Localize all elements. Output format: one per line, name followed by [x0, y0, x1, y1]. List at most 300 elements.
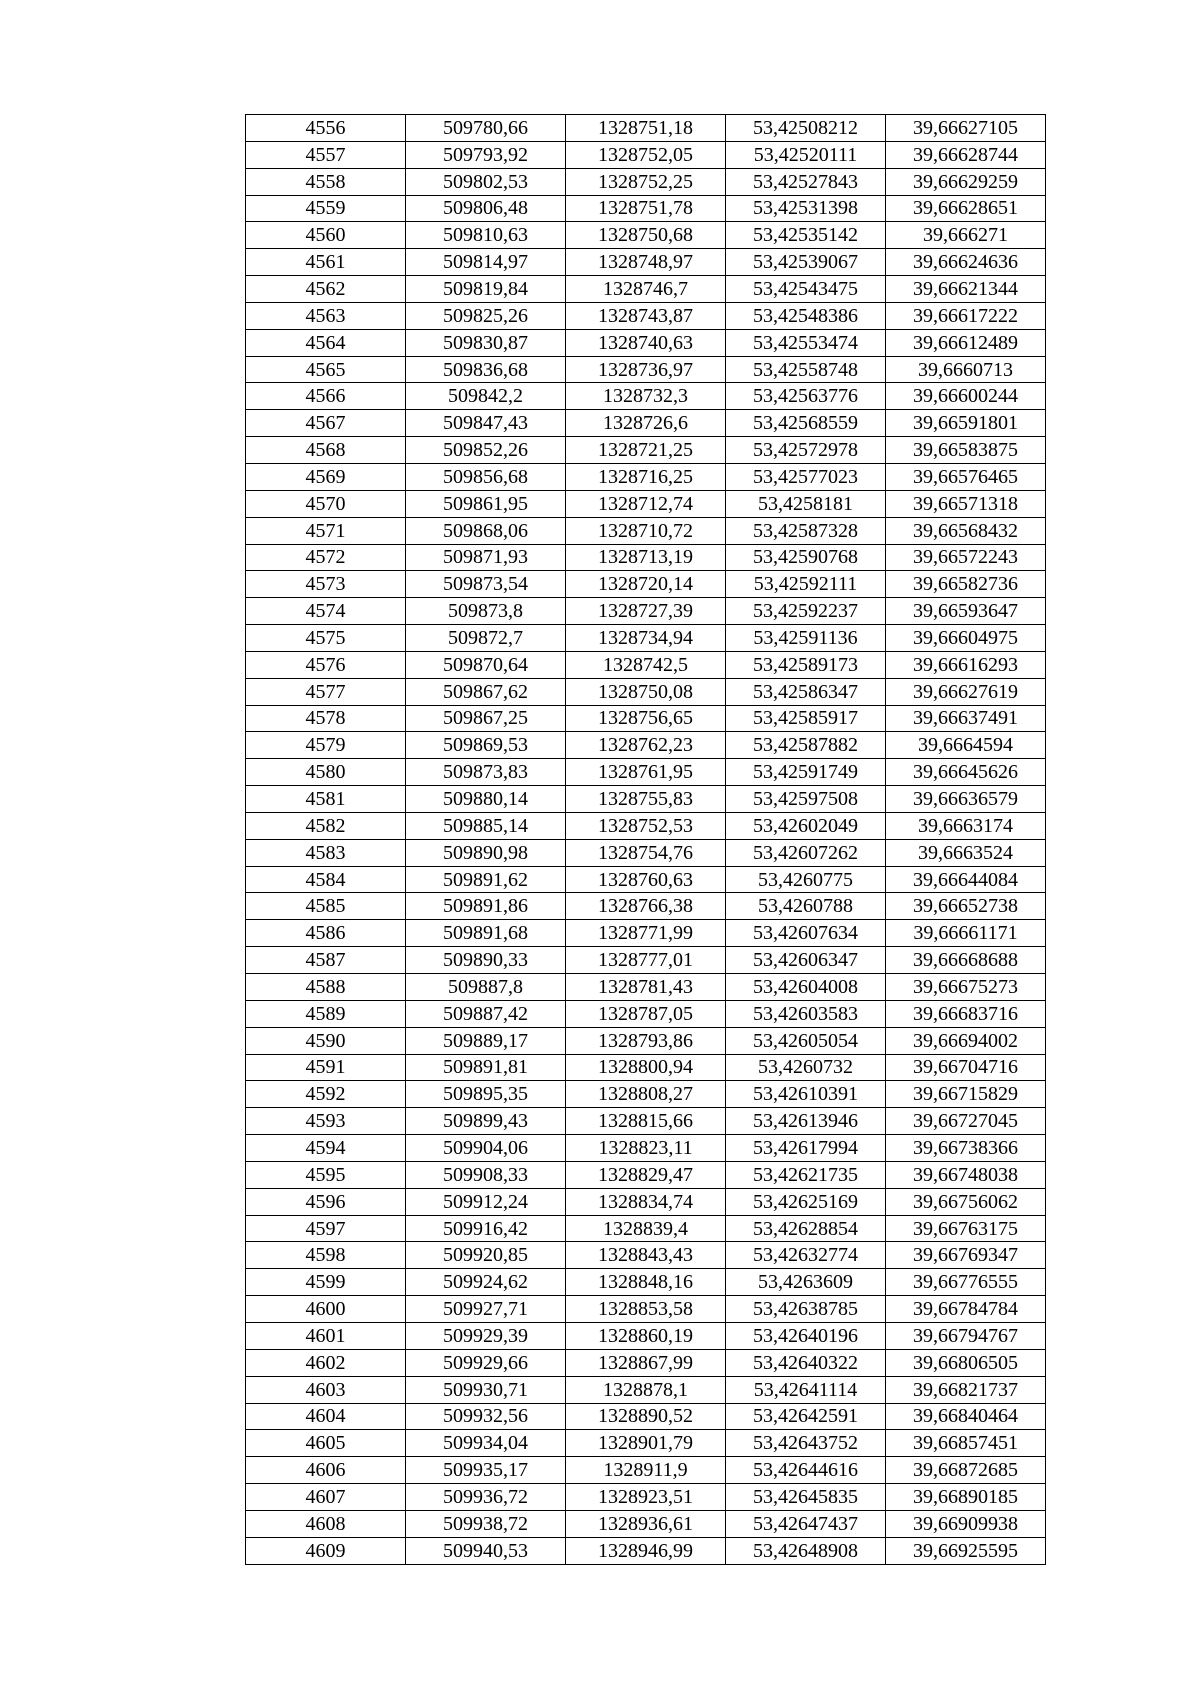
point-number-cell: 4599 [246, 1269, 406, 1296]
latitude-cell: 53,42610391 [726, 1081, 886, 1108]
longitude-cell: 39,66621344 [886, 276, 1046, 303]
table-row [246, 222, 1046, 249]
latitude-cell: 53,42592237 [726, 598, 886, 625]
table-row [246, 1537, 1046, 1564]
longitude-cell: 39,66890185 [886, 1484, 1046, 1511]
longitude-cell: 39,66628744 [886, 141, 1046, 168]
x-coordinate-cell: 509891,62 [406, 866, 566, 893]
y-coordinate-cell: 1328756,65 [566, 705, 726, 732]
longitude-cell: 39,66872685 [886, 1457, 1046, 1484]
x-coordinate-cell: 509830,87 [406, 329, 566, 356]
point-number-cell: 4569 [246, 463, 406, 490]
x-coordinate-cell: 509780,66 [406, 115, 566, 142]
table-row [246, 866, 1046, 893]
latitude-cell: 53,42589173 [726, 651, 886, 678]
y-coordinate-cell: 1328712,74 [566, 490, 726, 517]
point-number-cell: 4591 [246, 1054, 406, 1081]
longitude-cell: 39,66704716 [886, 1054, 1046, 1081]
latitude-cell: 53,42625169 [726, 1188, 886, 1215]
longitude-cell: 39,66715829 [886, 1081, 1046, 1108]
point-number-cell: 4576 [246, 651, 406, 678]
y-coordinate-cell: 1328760,63 [566, 866, 726, 893]
longitude-cell: 39,66821737 [886, 1376, 1046, 1403]
y-coordinate-cell: 1328839,4 [566, 1215, 726, 1242]
y-coordinate-cell: 1328721,25 [566, 437, 726, 464]
latitude-cell: 53,42602049 [726, 812, 886, 839]
x-coordinate-cell: 509802,53 [406, 168, 566, 195]
point-number-cell: 4580 [246, 759, 406, 786]
x-coordinate-cell: 509873,8 [406, 598, 566, 625]
latitude-cell: 53,42632774 [726, 1242, 886, 1269]
latitude-cell: 53,42527843 [726, 168, 886, 195]
longitude-cell: 39,66857451 [886, 1430, 1046, 1457]
x-coordinate-cell: 509868,06 [406, 517, 566, 544]
latitude-cell: 53,42604008 [726, 974, 886, 1001]
x-coordinate-cell: 509852,26 [406, 437, 566, 464]
point-number-cell: 4575 [246, 625, 406, 652]
latitude-cell: 53,42558748 [726, 356, 886, 383]
y-coordinate-cell: 1328777,01 [566, 947, 726, 974]
latitude-cell: 53,42568559 [726, 410, 886, 437]
latitude-cell: 53,42586347 [726, 678, 886, 705]
longitude-cell: 39,66572243 [886, 544, 1046, 571]
table-row [246, 1322, 1046, 1349]
latitude-cell: 53,42643752 [726, 1430, 886, 1457]
point-number-cell: 4579 [246, 732, 406, 759]
point-number-cell: 4572 [246, 544, 406, 571]
table-row [246, 1242, 1046, 1269]
latitude-cell: 53,42640196 [726, 1322, 886, 1349]
x-coordinate-cell: 509871,93 [406, 544, 566, 571]
latitude-cell: 53,42606347 [726, 947, 886, 974]
longitude-cell: 39,66576465 [886, 463, 1046, 490]
y-coordinate-cell: 1328923,51 [566, 1484, 726, 1511]
x-coordinate-cell: 509873,83 [406, 759, 566, 786]
y-coordinate-cell: 1328751,78 [566, 195, 726, 222]
table-row [246, 1296, 1046, 1323]
point-number-cell: 4607 [246, 1484, 406, 1511]
longitude-cell: 39,66675273 [886, 974, 1046, 1001]
x-coordinate-cell: 509895,35 [406, 1081, 566, 1108]
longitude-cell: 39,6664594 [886, 732, 1046, 759]
table-row [246, 812, 1046, 839]
point-number-cell: 4561 [246, 249, 406, 276]
table-row [246, 1215, 1046, 1242]
longitude-cell: 39,66909938 [886, 1510, 1046, 1537]
x-coordinate-cell: 509936,72 [406, 1484, 566, 1511]
point-number-cell: 4590 [246, 1027, 406, 1054]
longitude-cell: 39,66645626 [886, 759, 1046, 786]
point-number-cell: 4556 [246, 115, 406, 142]
latitude-cell: 53,42535142 [726, 222, 886, 249]
point-number-cell: 4570 [246, 490, 406, 517]
table-row [246, 974, 1046, 1001]
latitude-cell: 53,42640322 [726, 1349, 886, 1376]
table-row [246, 329, 1046, 356]
table-row [246, 678, 1046, 705]
point-number-cell: 4574 [246, 598, 406, 625]
y-coordinate-cell: 1328829,47 [566, 1161, 726, 1188]
x-coordinate-cell: 509836,68 [406, 356, 566, 383]
longitude-cell: 39,66616293 [886, 651, 1046, 678]
longitude-cell: 39,66694002 [886, 1027, 1046, 1054]
y-coordinate-cell: 1328743,87 [566, 302, 726, 329]
x-coordinate-cell: 509890,33 [406, 947, 566, 974]
x-coordinate-cell: 509819,84 [406, 276, 566, 303]
table-row [246, 544, 1046, 571]
latitude-cell: 53,42642591 [726, 1403, 886, 1430]
x-coordinate-cell: 509916,42 [406, 1215, 566, 1242]
latitude-cell: 53,42587882 [726, 732, 886, 759]
point-number-cell: 4560 [246, 222, 406, 249]
table-row [246, 437, 1046, 464]
longitude-cell: 39,66806505 [886, 1349, 1046, 1376]
point-number-cell: 4609 [246, 1537, 406, 1564]
y-coordinate-cell: 1328740,63 [566, 329, 726, 356]
point-number-cell: 4586 [246, 920, 406, 947]
x-coordinate-cell: 509920,85 [406, 1242, 566, 1269]
table-row [246, 1484, 1046, 1511]
table-row [246, 490, 1046, 517]
x-coordinate-cell: 509890,98 [406, 839, 566, 866]
y-coordinate-cell: 1328752,53 [566, 812, 726, 839]
y-coordinate-cell: 1328860,19 [566, 1322, 726, 1349]
x-coordinate-cell: 509885,14 [406, 812, 566, 839]
y-coordinate-cell: 1328754,76 [566, 839, 726, 866]
table-row [246, 839, 1046, 866]
table-row [246, 517, 1046, 544]
latitude-cell: 53,42613946 [726, 1108, 886, 1135]
x-coordinate-cell: 509867,62 [406, 678, 566, 705]
x-coordinate-cell: 509793,92 [406, 141, 566, 168]
y-coordinate-cell: 1328713,19 [566, 544, 726, 571]
table-row [246, 168, 1046, 195]
table-row [246, 920, 1046, 947]
longitude-cell: 39,66629259 [886, 168, 1046, 195]
coordinates-table [245, 114, 1046, 1565]
y-coordinate-cell: 1328946,99 [566, 1537, 726, 1564]
longitude-cell: 39,66763175 [886, 1215, 1046, 1242]
latitude-cell: 53,42572978 [726, 437, 886, 464]
latitude-cell: 53,42591749 [726, 759, 886, 786]
point-number-cell: 4559 [246, 195, 406, 222]
longitude-cell: 39,66769347 [886, 1242, 1046, 1269]
latitude-cell: 53,4260788 [726, 893, 886, 920]
table-row [246, 115, 1046, 142]
y-coordinate-cell: 1328787,05 [566, 1000, 726, 1027]
latitude-cell: 53,42543475 [726, 276, 886, 303]
x-coordinate-cell: 509873,54 [406, 571, 566, 598]
y-coordinate-cell: 1328752,05 [566, 141, 726, 168]
x-coordinate-cell: 509929,39 [406, 1322, 566, 1349]
table-row [246, 249, 1046, 276]
table-row [246, 651, 1046, 678]
point-number-cell: 4604 [246, 1403, 406, 1430]
y-coordinate-cell: 1328843,43 [566, 1242, 726, 1269]
longitude-cell: 39,66593647 [886, 598, 1046, 625]
x-coordinate-cell: 509904,06 [406, 1135, 566, 1162]
x-coordinate-cell: 509891,68 [406, 920, 566, 947]
y-coordinate-cell: 1328793,86 [566, 1027, 726, 1054]
x-coordinate-cell: 509934,04 [406, 1430, 566, 1457]
x-coordinate-cell: 509872,7 [406, 625, 566, 652]
longitude-cell: 39,66661171 [886, 920, 1046, 947]
table-row [246, 1108, 1046, 1135]
point-number-cell: 4595 [246, 1161, 406, 1188]
y-coordinate-cell: 1328781,43 [566, 974, 726, 1001]
longitude-cell: 39,66776555 [886, 1269, 1046, 1296]
longitude-cell: 39,66668688 [886, 947, 1046, 974]
latitude-cell: 53,4260732 [726, 1054, 886, 1081]
y-coordinate-cell: 1328726,6 [566, 410, 726, 437]
y-coordinate-cell: 1328766,38 [566, 893, 726, 920]
point-number-cell: 4603 [246, 1376, 406, 1403]
table-row [246, 141, 1046, 168]
y-coordinate-cell: 1328727,39 [566, 598, 726, 625]
y-coordinate-cell: 1328750,68 [566, 222, 726, 249]
x-coordinate-cell: 509891,81 [406, 1054, 566, 1081]
longitude-cell: 39,66583875 [886, 437, 1046, 464]
point-number-cell: 4608 [246, 1510, 406, 1537]
x-coordinate-cell: 509842,2 [406, 383, 566, 410]
x-coordinate-cell: 509940,53 [406, 1537, 566, 1564]
longitude-cell: 39,66591801 [886, 410, 1046, 437]
point-number-cell: 4578 [246, 705, 406, 732]
latitude-cell: 53,42590768 [726, 544, 886, 571]
point-number-cell: 4598 [246, 1242, 406, 1269]
point-number-cell: 4557 [246, 141, 406, 168]
y-coordinate-cell: 1328716,25 [566, 463, 726, 490]
latitude-cell: 53,42548386 [726, 302, 886, 329]
table-row [246, 1054, 1046, 1081]
point-number-cell: 4587 [246, 947, 406, 974]
table-row [246, 1135, 1046, 1162]
latitude-cell: 53,42591136 [726, 625, 886, 652]
point-number-cell: 4605 [246, 1430, 406, 1457]
latitude-cell: 53,42539067 [726, 249, 886, 276]
longitude-cell: 39,66748038 [886, 1161, 1046, 1188]
y-coordinate-cell: 1328732,3 [566, 383, 726, 410]
table-row [246, 598, 1046, 625]
y-coordinate-cell: 1328755,83 [566, 786, 726, 813]
point-number-cell: 4563 [246, 302, 406, 329]
x-coordinate-cell: 509806,48 [406, 195, 566, 222]
coordinates-table-body [246, 115, 1046, 1565]
longitude-cell: 39,6663524 [886, 839, 1046, 866]
point-number-cell: 4583 [246, 839, 406, 866]
point-number-cell: 4594 [246, 1135, 406, 1162]
table-row [246, 732, 1046, 759]
y-coordinate-cell: 1328734,94 [566, 625, 726, 652]
x-coordinate-cell: 509932,56 [406, 1403, 566, 1430]
latitude-cell: 53,42641114 [726, 1376, 886, 1403]
x-coordinate-cell: 509814,97 [406, 249, 566, 276]
longitude-cell: 39,66624636 [886, 249, 1046, 276]
point-number-cell: 4588 [246, 974, 406, 1001]
latitude-cell: 53,42644616 [726, 1457, 886, 1484]
longitude-cell: 39,66644084 [886, 866, 1046, 893]
point-number-cell: 4577 [246, 678, 406, 705]
longitude-cell: 39,66568432 [886, 517, 1046, 544]
longitude-cell: 39,66784784 [886, 1296, 1046, 1323]
x-coordinate-cell: 509880,14 [406, 786, 566, 813]
y-coordinate-cell: 1328761,95 [566, 759, 726, 786]
x-coordinate-cell: 509887,42 [406, 1000, 566, 1027]
longitude-cell: 39,66637491 [886, 705, 1046, 732]
point-number-cell: 4589 [246, 1000, 406, 1027]
point-number-cell: 4600 [246, 1296, 406, 1323]
point-number-cell: 4558 [246, 168, 406, 195]
point-number-cell: 4566 [246, 383, 406, 410]
y-coordinate-cell: 1328867,99 [566, 1349, 726, 1376]
longitude-cell: 39,66683716 [886, 1000, 1046, 1027]
table-row [246, 383, 1046, 410]
y-coordinate-cell: 1328750,08 [566, 678, 726, 705]
point-number-cell: 4602 [246, 1349, 406, 1376]
x-coordinate-cell: 509930,71 [406, 1376, 566, 1403]
x-coordinate-cell: 509825,26 [406, 302, 566, 329]
table-row [246, 1403, 1046, 1430]
latitude-cell: 53,42520111 [726, 141, 886, 168]
latitude-cell: 53,42577023 [726, 463, 886, 490]
latitude-cell: 53,42628854 [726, 1215, 886, 1242]
y-coordinate-cell: 1328901,79 [566, 1430, 726, 1457]
latitude-cell: 53,42607634 [726, 920, 886, 947]
table-row [246, 1457, 1046, 1484]
longitude-cell: 39,66627105 [886, 115, 1046, 142]
x-coordinate-cell: 509929,66 [406, 1349, 566, 1376]
table-row [246, 786, 1046, 813]
latitude-cell: 53,42603583 [726, 1000, 886, 1027]
point-number-cell: 4584 [246, 866, 406, 893]
y-coordinate-cell: 1328748,97 [566, 249, 726, 276]
table-row [246, 195, 1046, 222]
longitude-cell: 39,66925595 [886, 1537, 1046, 1564]
table-row [246, 1027, 1046, 1054]
longitude-cell: 39,66794767 [886, 1322, 1046, 1349]
y-coordinate-cell: 1328771,99 [566, 920, 726, 947]
longitude-cell: 39,66604975 [886, 625, 1046, 652]
y-coordinate-cell: 1328751,18 [566, 115, 726, 142]
table-row [246, 1269, 1046, 1296]
table-row [246, 1000, 1046, 1027]
y-coordinate-cell: 1328853,58 [566, 1296, 726, 1323]
y-coordinate-cell: 1328815,66 [566, 1108, 726, 1135]
table-row [246, 705, 1046, 732]
longitude-cell: 39,66612489 [886, 329, 1046, 356]
latitude-cell: 53,4260775 [726, 866, 886, 893]
y-coordinate-cell: 1328800,94 [566, 1054, 726, 1081]
x-coordinate-cell: 509887,8 [406, 974, 566, 1001]
longitude-cell: 39,66627619 [886, 678, 1046, 705]
latitude-cell: 53,42647437 [726, 1510, 886, 1537]
y-coordinate-cell: 1328911,9 [566, 1457, 726, 1484]
x-coordinate-cell: 509935,17 [406, 1457, 566, 1484]
x-coordinate-cell: 509938,72 [406, 1510, 566, 1537]
y-coordinate-cell: 1328752,25 [566, 168, 726, 195]
x-coordinate-cell: 509927,71 [406, 1296, 566, 1323]
x-coordinate-cell: 509924,62 [406, 1269, 566, 1296]
y-coordinate-cell: 1328742,5 [566, 651, 726, 678]
point-number-cell: 4571 [246, 517, 406, 544]
x-coordinate-cell: 509861,95 [406, 490, 566, 517]
latitude-cell: 53,42607262 [726, 839, 886, 866]
point-number-cell: 4573 [246, 571, 406, 598]
y-coordinate-cell: 1328746,7 [566, 276, 726, 303]
table-row [246, 1188, 1046, 1215]
x-coordinate-cell: 509899,43 [406, 1108, 566, 1135]
y-coordinate-cell: 1328936,61 [566, 1510, 726, 1537]
x-coordinate-cell: 509847,43 [406, 410, 566, 437]
longitude-cell: 39,66727045 [886, 1108, 1046, 1135]
point-number-cell: 4601 [246, 1322, 406, 1349]
table-row [246, 1510, 1046, 1537]
longitude-cell: 39,66582736 [886, 571, 1046, 598]
longitude-cell: 39,66756062 [886, 1188, 1046, 1215]
latitude-cell: 53,42531398 [726, 195, 886, 222]
latitude-cell: 53,4258181 [726, 490, 886, 517]
point-number-cell: 4606 [246, 1457, 406, 1484]
point-number-cell: 4592 [246, 1081, 406, 1108]
latitude-cell: 53,42553474 [726, 329, 886, 356]
longitude-cell: 39,66571318 [886, 490, 1046, 517]
table-row [246, 759, 1046, 786]
point-number-cell: 4568 [246, 437, 406, 464]
longitude-cell: 39,66652738 [886, 893, 1046, 920]
point-number-cell: 4562 [246, 276, 406, 303]
y-coordinate-cell: 1328808,27 [566, 1081, 726, 1108]
longitude-cell: 39,6660713 [886, 356, 1046, 383]
y-coordinate-cell: 1328720,14 [566, 571, 726, 598]
y-coordinate-cell: 1328823,11 [566, 1135, 726, 1162]
longitude-cell: 39,66617222 [886, 302, 1046, 329]
x-coordinate-cell: 509810,63 [406, 222, 566, 249]
table-row [246, 1430, 1046, 1457]
latitude-cell: 53,42638785 [726, 1296, 886, 1323]
latitude-cell: 53,4263609 [726, 1269, 886, 1296]
point-number-cell: 4585 [246, 893, 406, 920]
y-coordinate-cell: 1328762,23 [566, 732, 726, 759]
latitude-cell: 53,42617994 [726, 1135, 886, 1162]
point-number-cell: 4597 [246, 1215, 406, 1242]
y-coordinate-cell: 1328848,16 [566, 1269, 726, 1296]
table-row [246, 1349, 1046, 1376]
table-row [246, 410, 1046, 437]
table-row [246, 1081, 1046, 1108]
latitude-cell: 53,42585917 [726, 705, 886, 732]
table-row [246, 893, 1046, 920]
point-number-cell: 4582 [246, 812, 406, 839]
table-row [246, 1376, 1046, 1403]
latitude-cell: 53,42645835 [726, 1484, 886, 1511]
table-row [246, 356, 1046, 383]
x-coordinate-cell: 509869,53 [406, 732, 566, 759]
point-number-cell: 4567 [246, 410, 406, 437]
longitude-cell: 39,66628651 [886, 195, 1046, 222]
x-coordinate-cell: 509856,68 [406, 463, 566, 490]
table-row [246, 625, 1046, 652]
y-coordinate-cell: 1328890,52 [566, 1403, 726, 1430]
point-number-cell: 4565 [246, 356, 406, 383]
x-coordinate-cell: 509889,17 [406, 1027, 566, 1054]
longitude-cell: 39,666271 [886, 222, 1046, 249]
longitude-cell: 39,6663174 [886, 812, 1046, 839]
latitude-cell: 53,42621735 [726, 1161, 886, 1188]
table-row [246, 947, 1046, 974]
latitude-cell: 53,42587328 [726, 517, 886, 544]
latitude-cell: 53,42508212 [726, 115, 886, 142]
latitude-cell: 53,42563776 [726, 383, 886, 410]
